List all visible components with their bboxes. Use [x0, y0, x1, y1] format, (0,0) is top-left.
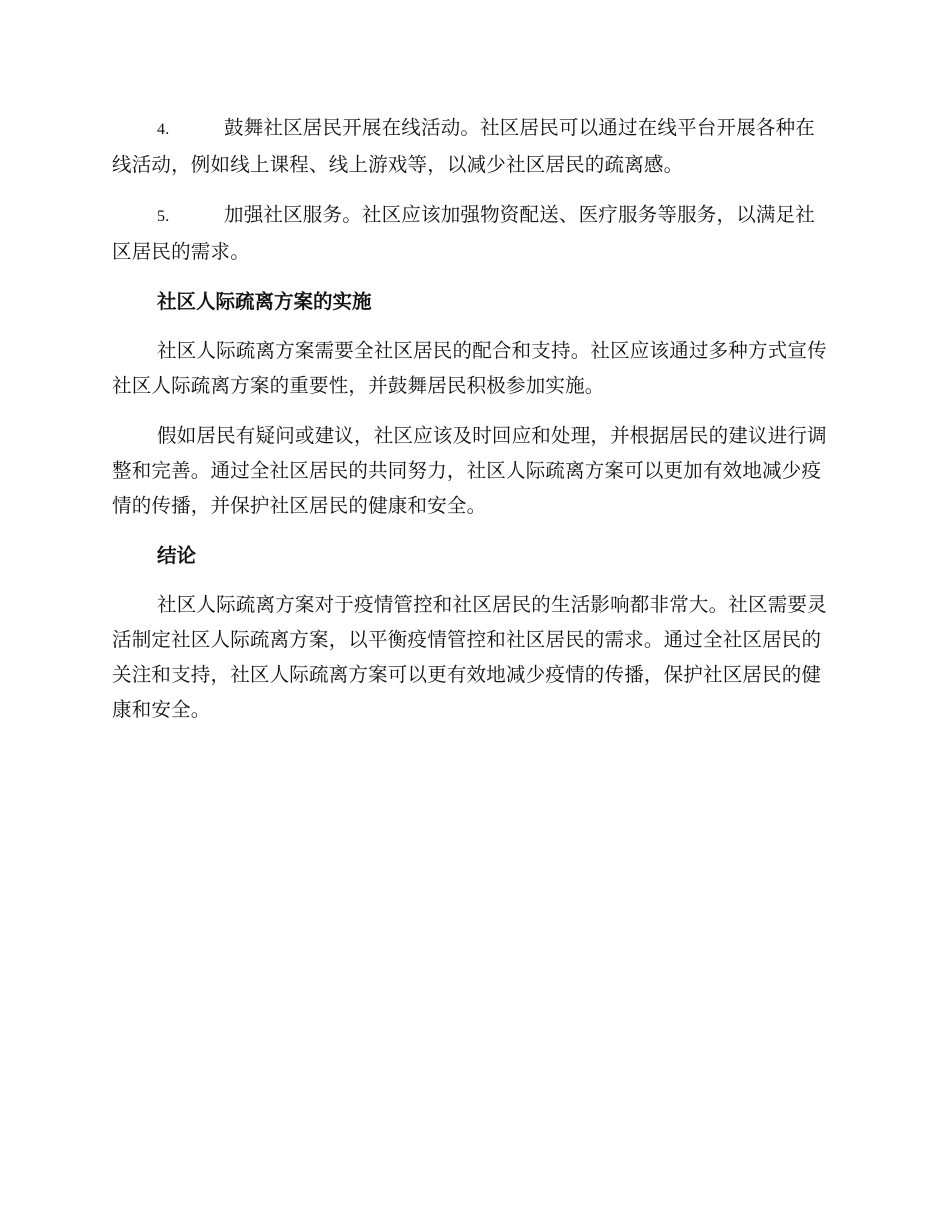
section-heading-conclusion: 结论 — [157, 544, 197, 567]
section-heading-implementation: 社区人际疏离方案的实施 — [157, 290, 372, 313]
paragraph: 社区人际疏离方案对于疫情管控和社区居民的生活影响都非常大。社区需要灵活制定社区人际疏离方案，以平衡疫情管控和社区居民的需求。通过全社区居民的关注和支持，社区人际疏离方案可以更有效地减少疫情的传播，保护社区居民的健康和安全。 — [112, 593, 827, 721]
document-page — [112, 110, 834, 742]
paragraph: 假如居民有疑问或建议，社区应该及时回应和处理，并根据居民的建议进行调整和完善。通过全社区居民的共同努力，社区人际疏离方案可以更加有效地减少疫情的传播，并保护社区居民的健康和安全。 — [112, 424, 827, 517]
list-number: 4. — [157, 121, 170, 138]
list-item — [112, 197, 834, 269]
paragraph: 社区人际疏离方案需要全社区居民的配合和支持。社区应该通过多种方式宣传社区人际疏离方案的重要性，并鼓舞居民积极参加实施。 — [112, 339, 827, 397]
list-item — [112, 110, 834, 182]
list-number: 5. — [157, 208, 170, 225]
list-item-text: 鼓舞社区居民开展在线活动。社区居民可以通过在线平台开展各种在线活动，例如线上课程、线上游戏等，以减少社区居民的疏离感。 — [112, 116, 816, 176]
list-item-text: 加强社区服务。社区应该加强物资配送、医疗服务等服务，以满足社区居民的需求。 — [112, 203, 816, 263]
